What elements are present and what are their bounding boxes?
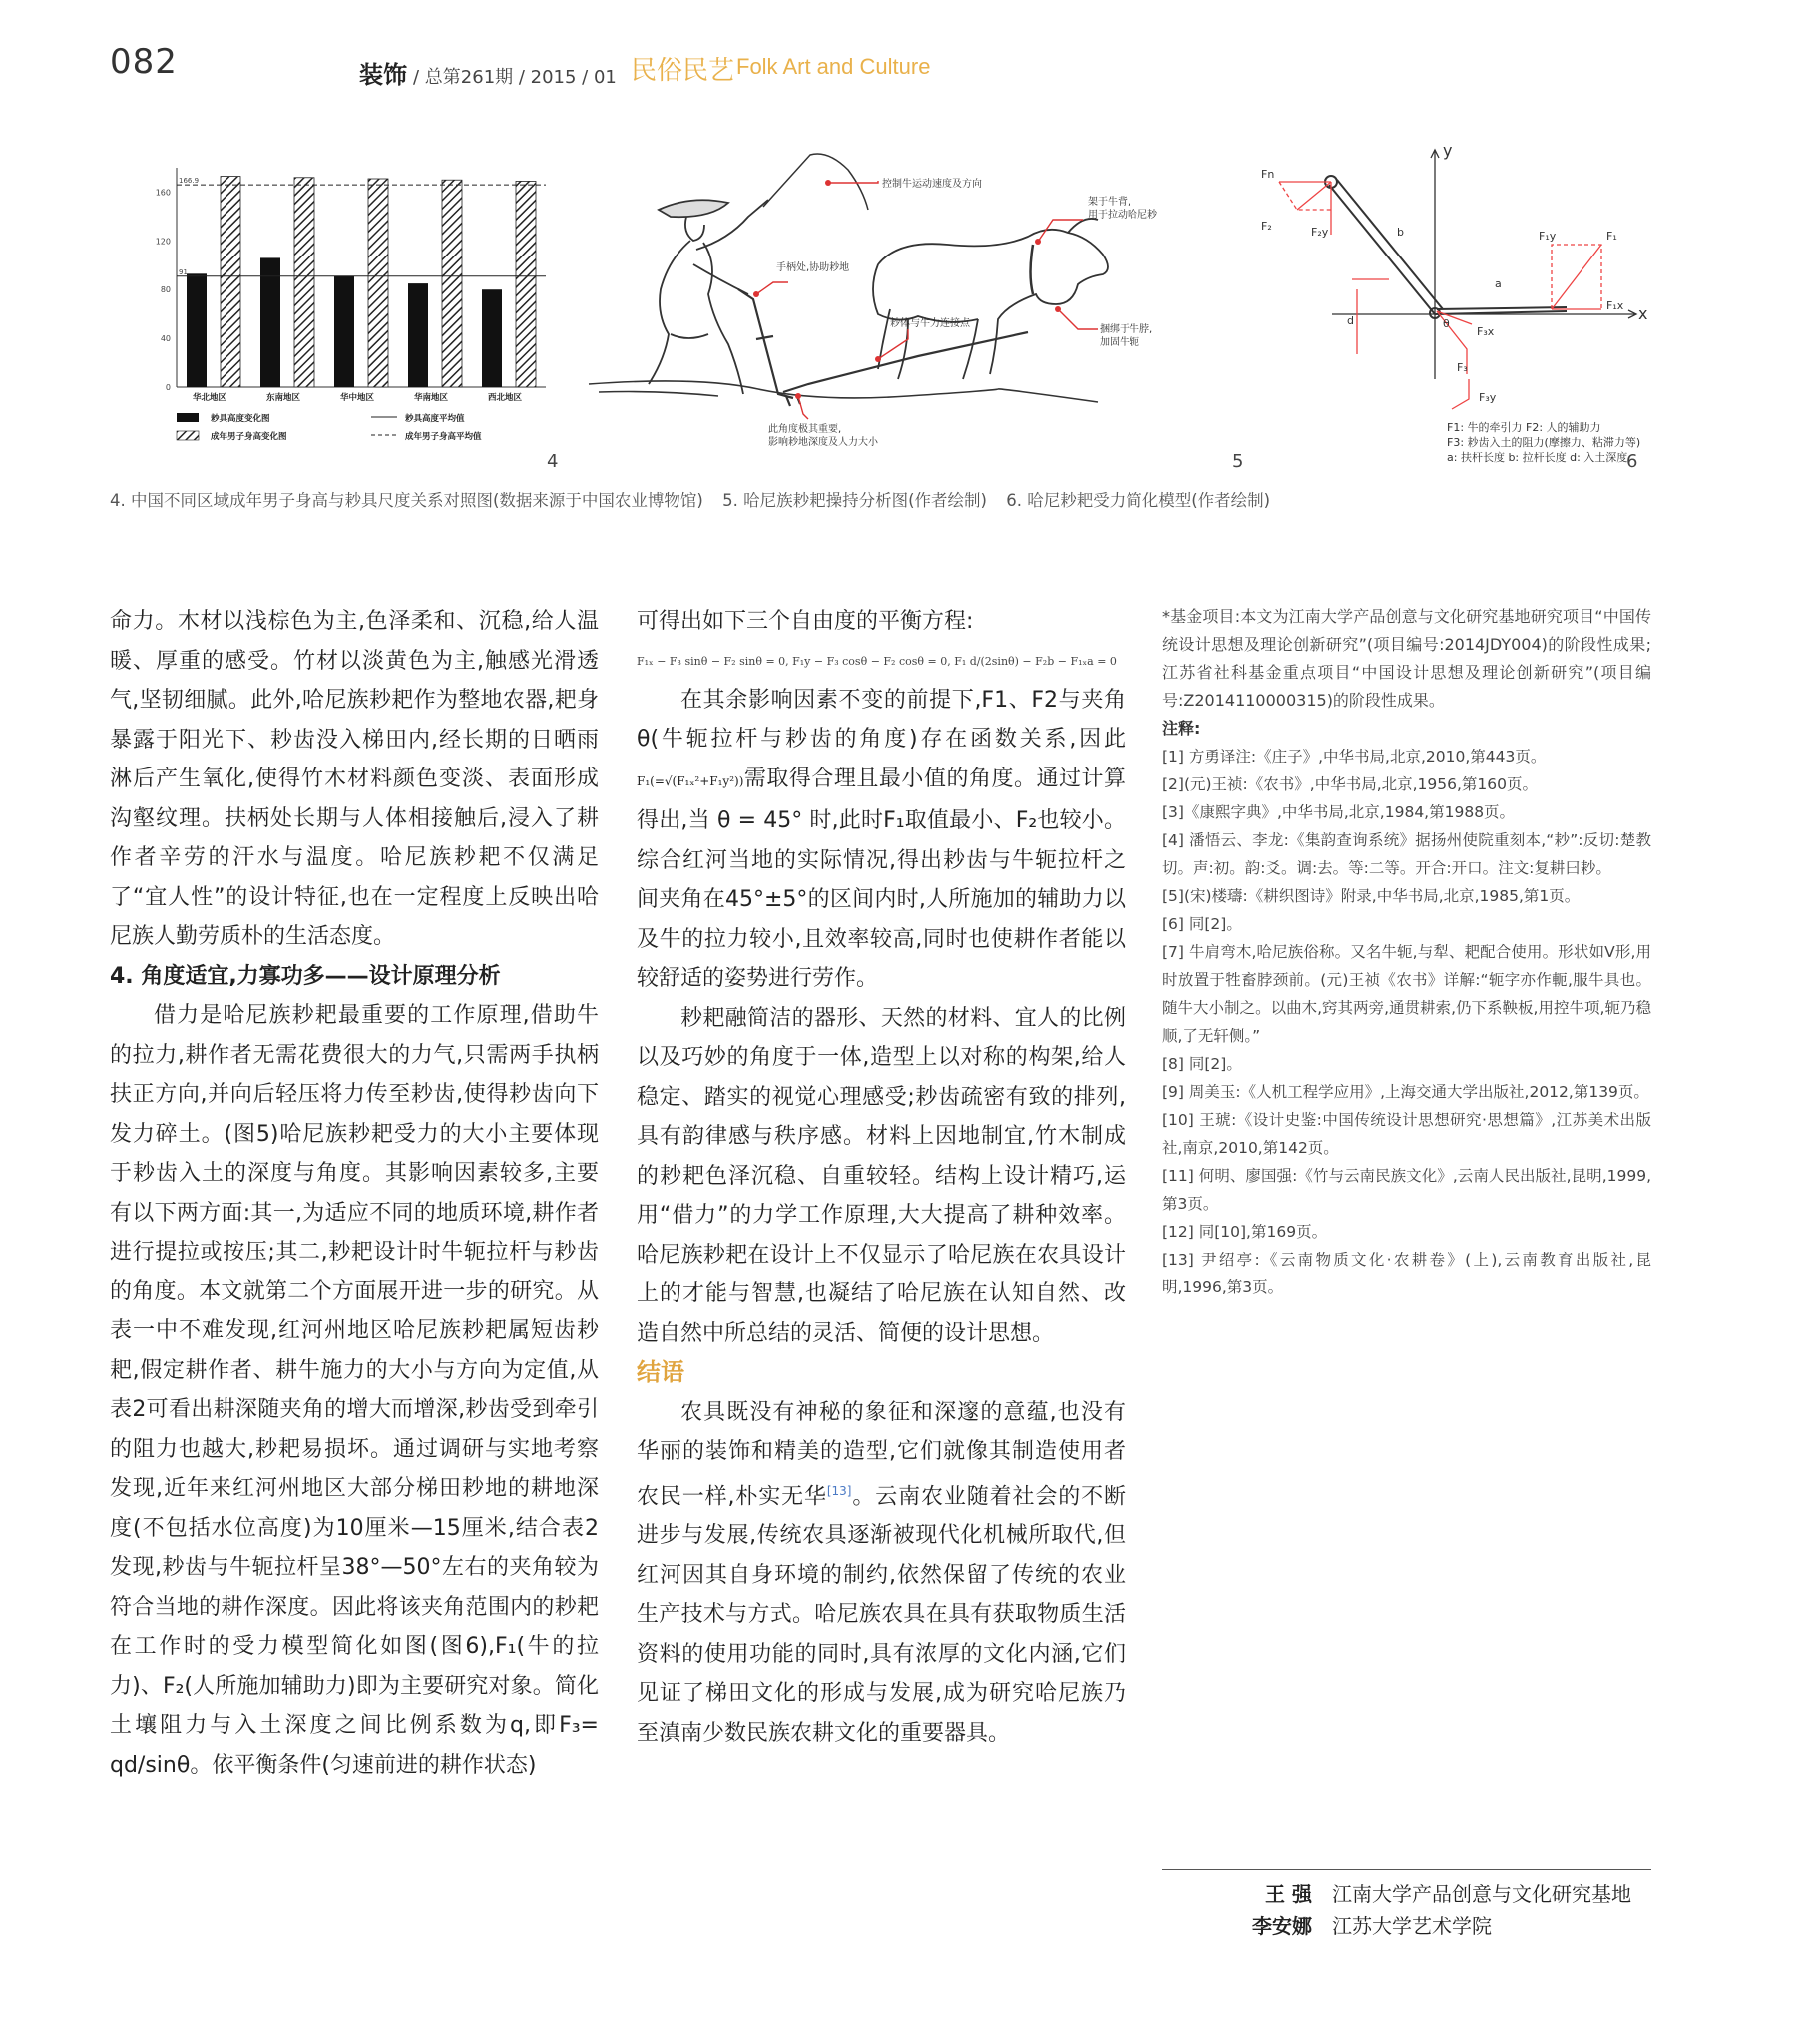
y-tick-label: 0 bbox=[165, 383, 171, 392]
whip bbox=[763, 154, 868, 210]
x-tick-label: 华北地区 bbox=[192, 393, 227, 403]
section-title-en: Folk Art and Culture bbox=[736, 54, 931, 79]
label-x: x bbox=[1638, 304, 1648, 323]
svg-text:F3: 耖齿入土的阻力(摩擦力、粘滞力等): F3: 耖齿入土的阻力(摩擦力、粘滞力等) bbox=[1447, 436, 1641, 449]
bar-male-height bbox=[442, 180, 462, 387]
reference-item: [5](宋)楼璹:《耕织图诗》附录,中华书局,北京,1985,第1页。 bbox=[1162, 887, 1581, 905]
y-tick-label: 40 bbox=[160, 334, 171, 344]
reference-item: [10] 王琥:《设计史鉴:中国传统设计思想研究·思想篇》,江苏美术出版社,南京,2010,第142页。 bbox=[1162, 1111, 1651, 1157]
force-vectors bbox=[1279, 182, 1601, 409]
label-neck: 架于牛背,用于拉动哈尼耖 bbox=[1088, 197, 1157, 221]
svg-text:θ: θ bbox=[1443, 317, 1450, 330]
label-control: 控制牛运动速度及方向 bbox=[882, 179, 982, 190]
svg-text:F₃x: F₃x bbox=[1477, 325, 1495, 338]
svg-text:F₂y: F₂y bbox=[1311, 226, 1329, 239]
label-y: y bbox=[1443, 141, 1453, 160]
journal-issue-line bbox=[359, 55, 617, 90]
figure-4-chart bbox=[145, 150, 564, 459]
legend-label: 成年男子身高平均值 bbox=[405, 432, 482, 442]
author-name: 李安娜 bbox=[1252, 1914, 1312, 1938]
bar-male-height bbox=[516, 181, 536, 387]
author-affiliation: 江苏大学艺术学院 bbox=[1332, 1914, 1492, 1938]
paragraph: 在其余影响因素不变的前提下,F1、F2与夹角 θ(牛轭拉杆与耖齿的角度)存在函数关系,因此F₁(=√(F₁ₓ²+F₁y²))需取得合理且最小值的角度。通过计算得出,当 θ = 45° 时,此时F₁取值最小、F₂也较小。综合红河当地的实际情况,得出耖齿与牛轭拉杆之间夹角在45°±5°的区间内时,人所施加的辅助力以及牛的拉力较小,且效率较高,同时也使耕作者能以较舒适的姿势进行劳作。 bbox=[637, 687, 1126, 991]
reference-item: [4] 潘悟云、李龙:《集韵查询系统》据扬州使院重刻本,“耖”:反切:楚教切。声:初。韵:爻。调:去。等:二等。开合:开口。注文:复耕曰耖。 bbox=[1162, 831, 1651, 877]
legend-label: 耖具高度变化图 bbox=[211, 414, 270, 424]
reference-item: [7] 牛肩弯木,哈尼族俗称。又名牛轭,与犁、耙配合使用。形状如V形,用时放置于牲畜脖颈前。(元)王祯《农书》详解:“轭字亦作軛,服牛具也。随牛大小制之。以曲木,窍其两旁,通贯耕索,仍下系鞅板,用控牛项,轭乃稳顺,了无轩侧。” bbox=[1162, 943, 1651, 1045]
label-bind: 捆绑于牛脖,加固牛轭 bbox=[1100, 324, 1153, 348]
equilibrium-formula: F₁ₓ − F₃ sinθ − F₂ sinθ = 0, F₁y − F₃ cosθ − F₂ cosθ = 0, F₁ d/(2sinθ) − F₂b − F₁ₓa = 0 bbox=[637, 654, 1117, 668]
svg-text:b: b bbox=[1397, 226, 1404, 239]
y-tick-label: 160 bbox=[155, 188, 171, 198]
paragraph: 借力是哈尼族耖耙最重要的工作原理,借助牛的拉力,耕作者无需花费很大的力气,只需两手执柄扶正方向,并向后轻压将力传至耖齿,使得耖齿向下发力碎土。(图5)哈尼族耖耙受力的大小主要体现于耖齿入土的深度与角度。其影响因素较多,主要有以下两方面:其一,为适应不同的地质环境,耕作者进行提拉或按压;其二,耖耙设计时牛轭拉杆与耖齿的角度。本文就第二个方面展开进一步的研究。从表一中不难发现,红河州地区哈尼族耖耙属短齿耖耙,假定耕作者、耕牛施力的大小与方向为定值,从表2可看出耕深随夹角的增大而增深,耖齿受到牵引的阻力也越大,耖耙易损坏。通过调研与实地考察发现,近年来红河州地区大部分梯田耖地的耕地深度(不包括水位高度)为10厘米—15厘米,结合表2发现,耖齿与牛轭拉杆呈38°—50°左右的夹角较为符合当地的耕作深度。因此将该夹角范围内的耖耙在工作时的受力模型简化如图(图6),F₁(牛的拉力)、F₂(人所施加辅助力)即为主要研究对象。简化土壤阻力与入土深度之间比例系数为q,即F₃= qd/sinθ。依平衡条件(匀速前进的耕作状态) bbox=[110, 1003, 599, 1778]
y-tick-label: 120 bbox=[155, 237, 171, 247]
bar-tool-height bbox=[334, 276, 354, 387]
section-heading: 4. 角度适宜,力寡功多——设计原理分析 bbox=[110, 963, 501, 989]
author-row bbox=[1162, 1910, 1651, 1942]
conclusion-heading: 结语 bbox=[637, 1358, 684, 1386]
svg-text:F₁y: F₁y bbox=[1539, 230, 1557, 243]
svg-text:Fn: Fn bbox=[1261, 168, 1275, 181]
svg-text:F₃: F₃ bbox=[1457, 361, 1468, 374]
paragraph: 农具既没有神秘的象征和深邃的意蕴,也没有华丽的装饰和精美的造型,它们就像其制造使用者农民一样,朴实无华[13]。云南农业随着社会的不断进步与发展,传统农具逐渐被现代化机械所取代,但红河因其自身环境的制约,依然保留了传统的农业生产技术与方式。哈尼族农具在具有获取物质生活资料的使用功能的同时,具有浓厚的文化内涵,它们见证了梯田文化的形成与发展,成为研究哈尼族乃至滇南少数民族农耕文化的重要器具。 bbox=[637, 1399, 1126, 1746]
reference-item: [13] 尹绍亭:《云南物质文化·农耕卷》(上),云南教育出版社,昆明,1996,第3页。 bbox=[1162, 1251, 1651, 1296]
bar-tool-height bbox=[408, 283, 428, 387]
label-hand: 手柄处,协助耖地 bbox=[776, 262, 850, 273]
figure-4-number: 4 bbox=[547, 451, 559, 472]
label-angle: 此角度极其重要,影响耖地深度及人力大小 bbox=[768, 424, 878, 448]
figure-6-number: 6 bbox=[1626, 451, 1638, 472]
svg-text:a: 扶杆长度 b: 拉杆长度 d: 入土深度: a: 扶杆长度 b: 拉杆长度 d: 入土深度 bbox=[1447, 451, 1628, 464]
inline-formula: F₁(=√(F₁ₓ²+F₁y²)) bbox=[637, 773, 744, 788]
axes bbox=[1332, 150, 1636, 379]
section-title-cn: 民俗民艺 bbox=[631, 56, 735, 86]
caption-fig5: 5. 哈尼族耖耙操持分析图(作者绘制) bbox=[722, 491, 987, 510]
x-tick-label: 西北地区 bbox=[487, 393, 523, 403]
legend-label: 成年男子身高变化图 bbox=[211, 432, 287, 442]
fund-note: *基金项目:本文为江南大学产品创意与文化研究基地研究项目“中国传统设计思想及理论创新研究”(项目编号:2014JDY004)的阶段性成果;江苏省社科基金重点项目“中国设计思想及理论创新研究”(项目编号:Z2014110000315)的阶段性成果。 bbox=[1162, 607, 1651, 710]
y-tick-label: 80 bbox=[160, 285, 171, 295]
notes-title: 注释: bbox=[1162, 719, 1201, 738]
svg-text:F₃y: F₃y bbox=[1479, 391, 1497, 404]
bar-tool-height bbox=[260, 257, 280, 387]
plowing-illustration bbox=[579, 145, 1157, 464]
reference-list bbox=[1162, 743, 1651, 1301]
callout-dots bbox=[753, 180, 1061, 399]
reference-line-label: 91 bbox=[179, 267, 188, 276]
body-column-1 bbox=[110, 602, 599, 1785]
bar-tool-height bbox=[187, 273, 207, 387]
paragraph: 命力。木材以浅棕色为主,色泽柔和、沉稳,给人温暖、厚重的感受。竹材以淡黄色为主,触感光滑透气,坚韧细腻。此外,哈尼族耖耙作为整地农器,耙身暴露于阳光下、耖齿没入梯田内,经长期的日晒雨淋后产生氧化,使得竹木材料颜色变淡、表面形成沟壑纹理。扶柄处长期与人体相接触后,浸入了耕作者辛劳的汗水与温度。哈尼族耖耙不仅满足了“宜人性”的设计特征,也在一定程度上反映出哈尼族人勤劳质朴的生活态度。 bbox=[110, 609, 599, 949]
x-tick-label: 华南地区 bbox=[413, 393, 449, 403]
legend-swatch bbox=[177, 413, 199, 422]
author-row bbox=[1162, 1878, 1651, 1910]
x-tick-label: 东南地区 bbox=[265, 393, 301, 403]
citation-link[interactable]: [13] bbox=[826, 1483, 852, 1498]
caption-fig4: 4. 中国不同区域成年男子身高与耖具尺度关系对照图(数据来源于中国农业博物馆) bbox=[110, 491, 703, 510]
diagram-legend bbox=[1447, 420, 1640, 464]
ox-figure bbox=[873, 219, 1108, 379]
issue-info: / 总第261期 / 2015 / 01 bbox=[413, 67, 617, 88]
harrow bbox=[738, 289, 1028, 406]
svg-text:d: d bbox=[1347, 314, 1354, 327]
svg-text:F₂: F₂ bbox=[1261, 220, 1272, 233]
caption-fig6: 6. 哈尼耖耙受力简化模型(作者绘制) bbox=[1006, 491, 1271, 510]
figure-6-force-diagram bbox=[1257, 140, 1656, 469]
ground-lines bbox=[589, 381, 1098, 402]
bar-male-height bbox=[294, 178, 314, 387]
reference-item: [9] 周美玉:《人机工程学应用》,上海交通大学出版社,2012,第139页。 bbox=[1162, 1083, 1649, 1101]
journal-logo: 装饰 bbox=[359, 61, 407, 89]
svg-text:F1: 牛的牵引力 F2: 人的辅助力: F1: 牛的牵引力 F2: 人的辅助力 bbox=[1447, 421, 1601, 434]
paragraph: 耖耙融简洁的器形、天然的材料、宜人的比例以及巧妙的角度于一体,造型上以对称的构架,给人稳定、踏实的视觉心理感受;耖齿疏密有致的排列,具有韵律感与秩序感。材料上因地制宜,竹木制成的耖耙色泽沉稳、自重较轻。结构上设计精巧,运用“借力”的力学工作原理,大大提高了耕种效率。哈尼族耖耙在设计上不仅显示了哈尼族在农具设计上的才能与智慧,也凝结了哈尼族在认知自然、改造自然中所总结的灵活、简便的设计思想。 bbox=[637, 1005, 1126, 1346]
svg-text:F₁x: F₁x bbox=[1606, 299, 1624, 312]
legend-swatch bbox=[177, 431, 199, 440]
reference-item: [1] 方勇译注:《庄子》,中华书局,北京,2010,第443页。 bbox=[1162, 748, 1547, 766]
reference-line-label: 166.9 bbox=[179, 177, 200, 186]
figure-5-number: 5 bbox=[1232, 451, 1244, 472]
paragraph: 可得出如下三个自由度的平衡方程: bbox=[637, 609, 974, 634]
rod bbox=[1325, 176, 1567, 318]
body-column-2 bbox=[637, 602, 1126, 1753]
legend-label: 耖具高度平均值 bbox=[405, 414, 465, 424]
label-connect: 耖体与牛力连接点 bbox=[890, 318, 970, 329]
reference-item: [3]《康熙字典》,中华书局,北京,1984,第1988页。 bbox=[1162, 803, 1516, 821]
figure-captions bbox=[110, 487, 1766, 511]
bar-chart bbox=[145, 150, 564, 459]
page-number: 082 bbox=[110, 42, 178, 82]
reference-item: [6] 同[2]。 bbox=[1162, 915, 1242, 933]
author-name: 王 强 bbox=[1265, 1882, 1312, 1906]
figure-5-illustration bbox=[579, 145, 1157, 464]
author-block bbox=[1162, 1869, 1651, 1942]
reference-item: [12] 同[10],第169页。 bbox=[1162, 1223, 1328, 1241]
bar-male-height bbox=[221, 177, 240, 387]
bar-male-height bbox=[368, 179, 388, 387]
x-tick-label: 华中地区 bbox=[339, 393, 375, 403]
notes-column bbox=[1162, 603, 1651, 1301]
reference-item: [2](元)王祯:《农书》,中华书局,北京,1956,第160页。 bbox=[1162, 775, 1539, 793]
author-affiliation: 江南大学产品创意与文化研究基地 bbox=[1332, 1882, 1631, 1906]
reference-item: [8] 同[2]。 bbox=[1162, 1055, 1242, 1073]
force-diagram bbox=[1257, 140, 1656, 469]
svg-text:F₁: F₁ bbox=[1606, 230, 1617, 243]
svg-text:a: a bbox=[1495, 277, 1502, 290]
bar-tool-height bbox=[482, 289, 502, 387]
reference-item: [11] 何明、廖国强:《竹与云南民族文化》,云南人民出版社,昆明,1999,第3页。 bbox=[1162, 1167, 1651, 1213]
